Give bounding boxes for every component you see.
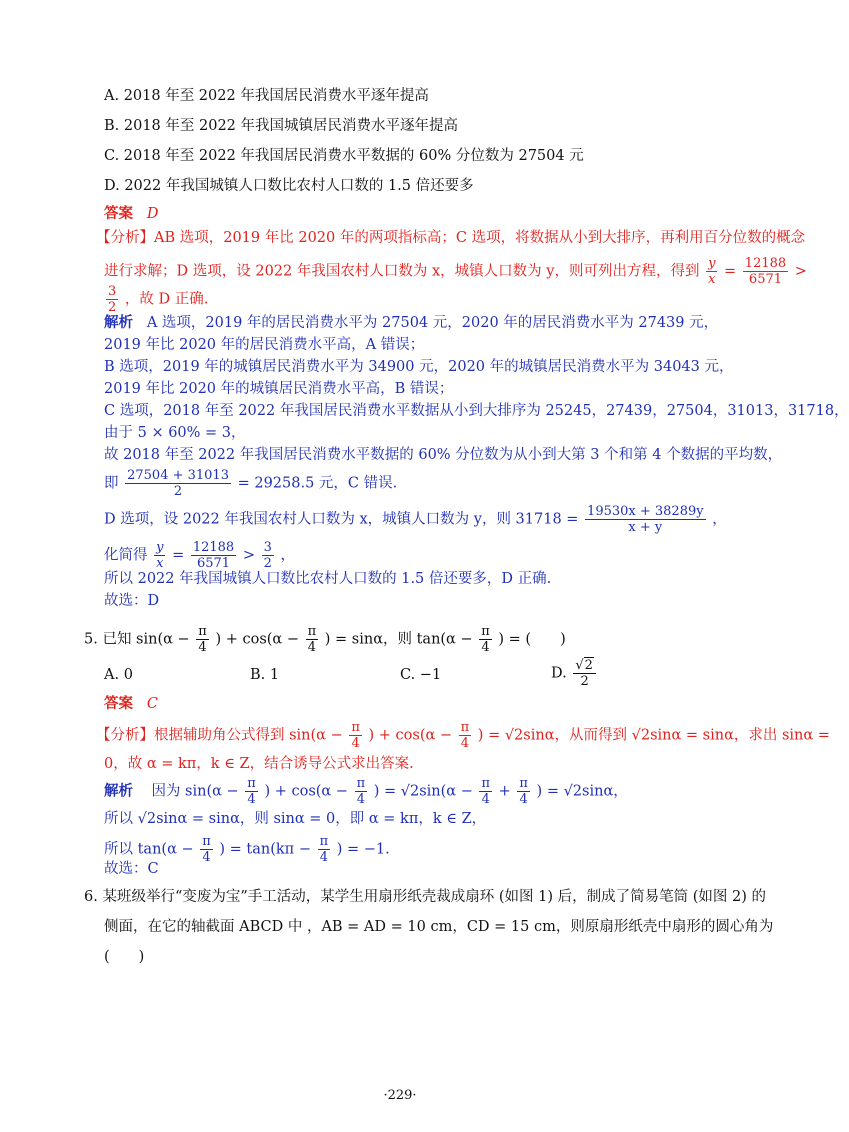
q5-option-b: B. 1 xyxy=(250,667,280,683)
numerator: √2 xyxy=(573,658,596,674)
q4-analysis-line-2 xyxy=(104,256,807,287)
equals-sign: = xyxy=(724,263,737,280)
fraction-sum-over-2 xyxy=(125,468,231,499)
greater-than: > xyxy=(794,263,807,280)
radicand: 2 xyxy=(584,658,593,673)
q4-solution-line-11: 所以 2022 年我国城镇人口数比农村人口数的 1.5 倍还要多，D 正确. xyxy=(104,571,552,587)
numerator: π xyxy=(202,834,211,849)
q5-option-a: A. 0 xyxy=(104,667,133,683)
greater-than: > xyxy=(242,547,255,564)
q5-solution-line-1 xyxy=(104,776,628,807)
solution-text: 所以 tan(α − xyxy=(104,841,194,858)
fraction-pi-over-4 xyxy=(318,834,331,865)
fraction-pi-over-4 xyxy=(349,720,362,751)
fraction-3-2 xyxy=(262,540,274,571)
solution-label: 解析 xyxy=(104,782,133,800)
numerator: π xyxy=(356,776,366,791)
stem-text: ) = ( ) xyxy=(498,631,566,648)
q4-analysis-line-3 xyxy=(104,284,208,315)
numerator: π xyxy=(247,776,256,791)
solution-text: = 29258.5 元，C 错误. xyxy=(237,475,398,492)
stem-text: 5. 已知 sin(α − xyxy=(84,631,190,648)
solution-text: A 选项，2019 年的居民消费水平为 27504 元，2020 年的居民消费水平为 27439 元， xyxy=(146,315,719,331)
q4-solution-line-6: 由于 5 × 60% = 3， xyxy=(104,425,246,441)
q4-solution-line-7: 故 2018 年至 2022 年我国居民消费水平数据的 60% 分位数为从小到大第 3 个和第 4 个数据的平均数， xyxy=(104,447,783,463)
fraction-pi-over-4 xyxy=(479,776,492,807)
q4-solution-line-12: 故选：D xyxy=(104,593,160,609)
fraction-pi-over-4 xyxy=(517,776,530,807)
denominator: x xyxy=(156,556,164,571)
solution-text: ) = √2sinα， xyxy=(536,783,628,800)
numerator: π xyxy=(460,720,470,735)
denominator: 4 xyxy=(202,850,211,865)
q5-analysis-line-1 xyxy=(96,720,830,751)
fraction-12188-6571 xyxy=(743,256,788,287)
denominator: 4 xyxy=(460,736,470,751)
q4-option-d: D. 2022 年我国城镇人口数比农村人口数的 1.5 倍还要多 xyxy=(104,178,474,194)
numerator: y xyxy=(708,256,716,271)
numerator: y xyxy=(156,540,164,555)
denominator: 2 xyxy=(580,674,589,689)
q4-solution-line-10 xyxy=(104,540,295,571)
fraction-3-2 xyxy=(106,284,118,315)
denominator: 4 xyxy=(356,792,365,807)
page-number: ·229· xyxy=(383,1088,417,1103)
denominator: 4 xyxy=(198,640,207,655)
q6-stem-line-3: ( ) xyxy=(104,949,145,965)
analysis-text: 【分析】根据辅助角公式得到 sin(α − xyxy=(96,727,343,744)
fraction-pi-over-4 xyxy=(306,624,319,655)
denominator: 2 xyxy=(263,556,272,571)
denominator: 4 xyxy=(307,640,316,655)
q4-option-c: C. 2018 年至 2022 年我国居民消费水平数据的 60% 分位数为 27504 元 xyxy=(104,148,584,164)
q5-solution-line-2: 所以 √2sinα = sinα，则 sinα = 0，即 α = kπ，k ∈ Z， xyxy=(104,811,487,827)
equals-sign: = xyxy=(172,547,185,564)
q4-answer xyxy=(104,203,158,225)
numerator: 3 xyxy=(108,284,117,299)
denominator: 4 xyxy=(481,640,490,655)
numerator: 19530x + 38289y xyxy=(587,504,704,519)
denominator: x xyxy=(708,272,716,287)
denominator: 2 xyxy=(108,300,117,315)
answer-value: C xyxy=(146,696,158,712)
analysis-text: 进行求解；D 选项，设 2022 年我国农村人口数为 x，城镇人口数为 y，则可列出方程，得到 xyxy=(104,263,700,280)
fraction-y-over-x xyxy=(154,540,165,571)
solution-text: ) = −1. xyxy=(336,841,390,858)
answer-label: 答案 xyxy=(104,695,133,712)
solution-text: 因为 sin(α − xyxy=(151,783,239,800)
q5-stem xyxy=(84,624,566,655)
solution-text: ， xyxy=(280,547,295,564)
numerator: π xyxy=(481,624,490,639)
q4-analysis-line-1: 【分析】AB 选项，2019 年比 2020 年的两项指标高；C 选项，将数据从小到大排序，再利用百分位数的概念 xyxy=(96,230,806,246)
stem-text: ) + cos(α − xyxy=(215,631,299,648)
denominator: 4 xyxy=(319,850,328,865)
solution-text: 即 xyxy=(104,475,119,492)
numerator: 3 xyxy=(263,540,272,555)
solution-text: ) = tan(kπ − xyxy=(219,841,311,858)
fraction-weighted-average xyxy=(585,504,706,535)
fraction-root2-over-2 xyxy=(573,658,596,689)
denominator: 4 xyxy=(519,792,528,807)
fraction-12188-6571 xyxy=(191,540,236,571)
analysis-text: ) + cos(α − xyxy=(368,727,453,744)
fraction-pi-over-4 xyxy=(200,834,213,865)
numerator: 12188 xyxy=(192,540,235,555)
solution-label: 解析 xyxy=(104,314,133,331)
q4-option-b: B. 2018 年至 2022 年我国城镇居民消费水平逐年提高 xyxy=(104,118,459,134)
analysis-conclusion: ，故 D 正确. xyxy=(124,291,209,308)
q4-solution-line-9 xyxy=(104,504,727,535)
solution-text: 化简得 xyxy=(104,547,148,564)
q4-solution-line-3: B 选项，2019 年的城镇居民消费水平为 34900 元，2020 年的城镇居民消费水平为 34043 元， xyxy=(104,359,734,375)
fraction-y-over-x xyxy=(706,256,717,287)
denominator: 6571 xyxy=(196,556,231,571)
fraction-pi-over-4 xyxy=(459,720,472,751)
q4-option-a: A. 2018 年至 2022 年我国居民消费水平逐年提高 xyxy=(104,88,429,104)
denominator: 6571 xyxy=(748,272,783,287)
stem-text: ) = sinα，则 tan(α − xyxy=(324,631,473,648)
plus-sign: + xyxy=(498,783,511,800)
solution-text: ) + cos(α − xyxy=(264,783,348,800)
denominator: x + y xyxy=(628,520,663,535)
fraction-pi-over-4 xyxy=(479,624,492,655)
q4-solution-line-2: 2019 年比 2020 年的居民消费水平高，A 错误； xyxy=(104,337,425,353)
q4-solution-line-4: 2019 年比 2020 年的城镇居民消费水平高，B 错误； xyxy=(104,381,454,397)
q5-option-c: C. −1 xyxy=(400,667,442,683)
numerator: π xyxy=(307,624,317,639)
option-label: D. xyxy=(551,665,567,682)
q5-analysis-line-2: 0，故 α = kπ，k ∈ Z，结合诱导公式求出答案. xyxy=(104,756,414,772)
q4-solution-line-5: C 选项，2018 年至 2022 年我国居民消费水平数据从小到大排序为 25245，27439，27504，31013，31718， xyxy=(104,403,849,419)
denominator: 4 xyxy=(247,792,256,807)
numerator: π xyxy=(351,720,360,735)
q4-solution-line-1 xyxy=(104,312,718,334)
denominator: 4 xyxy=(481,792,490,807)
q5-answer xyxy=(104,693,158,715)
fraction-pi-over-4 xyxy=(245,776,258,807)
denominator: 2 xyxy=(173,484,183,499)
numerator: π xyxy=(319,834,329,849)
numerator: 12188 xyxy=(744,256,787,271)
denominator: 4 xyxy=(351,736,360,751)
q6-stem-line-2: 侧面，在它的轴截面 ABCD 中 ，AB = AD = 10 cm，CD = 15 cm，则原扇形纸壳中扇形的圆心角为 xyxy=(104,919,774,935)
numerator: 27504 + 31013 xyxy=(127,468,229,483)
q5-solution-line-4: 故选：C xyxy=(104,861,159,877)
q5-option-d xyxy=(551,658,598,689)
answer-value: D xyxy=(146,206,159,222)
solution-text: D 选项，设 2022 年我国农村人口数为 x，城镇人口数为 y，则 31718 = xyxy=(104,511,579,528)
numerator: π xyxy=(519,776,528,791)
fraction-pi-over-4 xyxy=(196,624,209,655)
q6-stem-line-1: 6. 某班级举行“变废为宝”手工活动，某学生用扇形纸壳裁成扇环 (如图 1) 后，制成了简易笔筒 (如图 2) 的 xyxy=(84,889,766,905)
analysis-text: ) = √2sinα，从而得到 √2sinα = sinα，求出 sinα = xyxy=(477,727,830,744)
solution-text: ， xyxy=(712,511,727,528)
numerator: π xyxy=(198,624,207,639)
fraction-pi-over-4 xyxy=(355,776,368,807)
solution-text: ) = √2sin(α − xyxy=(373,783,473,800)
answer-label: 答案 xyxy=(104,205,133,222)
q4-solution-line-8 xyxy=(104,468,397,499)
numerator: π xyxy=(481,776,491,791)
